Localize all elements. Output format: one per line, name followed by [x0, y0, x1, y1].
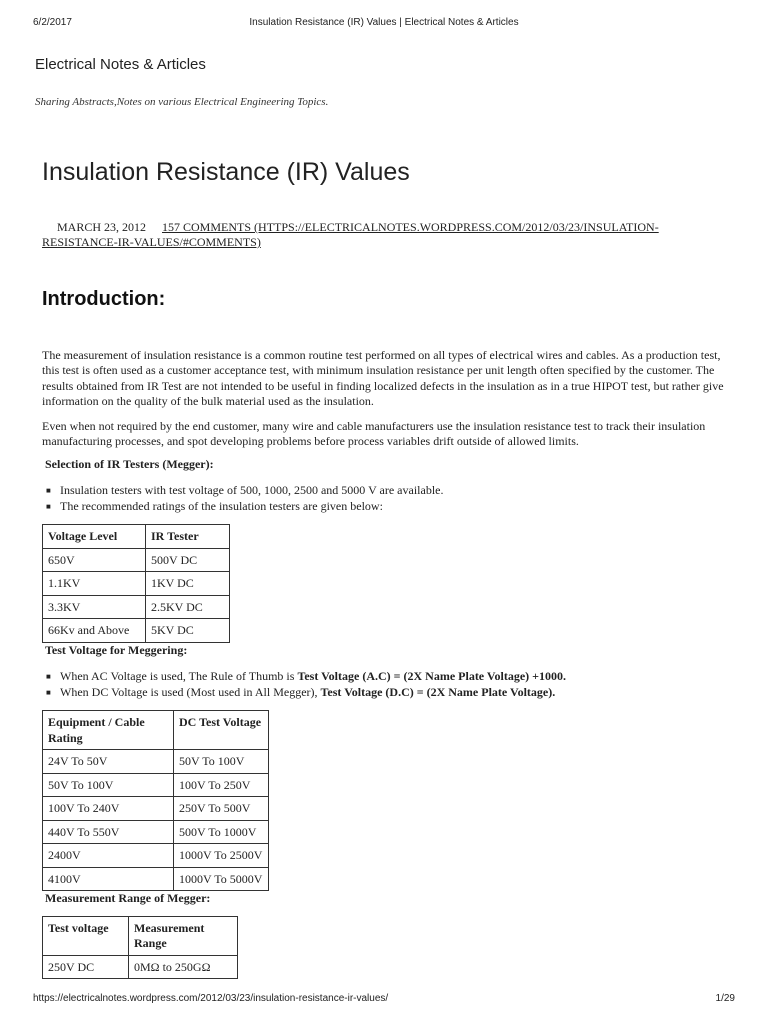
table-cell: 250V DC [43, 955, 129, 979]
table-cell: 1000V To 5000V [174, 867, 269, 891]
table-row [43, 797, 269, 821]
list-item: ■ Insulation testers with test voltage of 500, 1000, 2500 and 5000 V are available. [60, 483, 732, 499]
table-cell: 50V To 100V [43, 773, 174, 797]
table-row [43, 548, 230, 572]
table-row [43, 820, 269, 844]
table-cell: 1KV DC [146, 572, 230, 596]
section-heading-measurement-range: Measurement Range of Megger: [45, 891, 211, 905]
table-header-row [43, 525, 230, 549]
list-item-formula: Test Voltage (A.C) = (2X Name Plate Voltage) +1000. [297, 669, 566, 683]
table-cell: 3.3KV [43, 595, 146, 619]
table-header-row [43, 711, 269, 750]
table-cell: 2.5KV DC [146, 595, 230, 619]
list-item [60, 669, 732, 685]
table-cell: 100V To 250V [174, 773, 269, 797]
print-date: 6/2/2017 [33, 17, 72, 28]
site-description: Sharing Abstracts,Notes on various Electrical Engineering Topics. [35, 96, 329, 108]
ir-testers-list [42, 483, 732, 514]
table-header-cell: Voltage Level [43, 525, 146, 549]
list-item-formula: Test Voltage (D.C) = (2X Name Plate Voltage). [320, 684, 556, 699]
table-header-cell: Test voltage [43, 916, 129, 955]
intro-paragraph-2: Even when not required by the end customer, many wire and cable manufacturers use the insulation resistance test to track their insulation manufacturing processes, and spot developing problems before process variables drift outside of allowed limits. [42, 418, 706, 448]
table-header-cell: DC Test Voltage [174, 711, 269, 750]
table-cell: 5KV DC [146, 619, 230, 643]
comments-link[interactable]: 157 COMMENTS (HTTPS://ELECTRICALNOTES.WORDPRESS.COM/2012/03/23/INSULATION-RESISTANCE-IR-VALUES/#COMMENTS) [42, 220, 659, 249]
table-header-cell: Equipment / Cable Rating [43, 711, 174, 750]
print-url: https://electricalnotes.wordpress.com/2012/03/23/insulation-resistance-ir-values/ [33, 993, 389, 1004]
list-item-text: When DC Voltage is used (Most used in All Megger), [60, 684, 321, 699]
table-cell: 100V To 240V [43, 797, 174, 821]
page-number: 1/29 [715, 993, 735, 1004]
table-row [43, 750, 269, 774]
table-cell: 24V To 50V [43, 750, 174, 774]
list-item: ■ The recommended ratings of the insulation testers are given below: [60, 499, 732, 515]
post-title: Insulation Resistance (IR) Values [42, 158, 410, 186]
table-cell: 500V DC [146, 548, 230, 572]
measurement-range-table [42, 916, 238, 980]
table-row [43, 572, 230, 596]
table-row [43, 844, 269, 868]
list-item [60, 685, 732, 701]
test-voltage-list [42, 669, 732, 700]
table-header-cell: Measurement Range [129, 916, 238, 955]
table-row [43, 619, 230, 643]
table-header-row [43, 916, 238, 955]
table-cell: 2400V [43, 844, 174, 868]
ir-tester-table [42, 524, 230, 643]
table-cell: 50V To 100V [174, 750, 269, 774]
post-meta [42, 220, 692, 250]
table-cell: 0MΩ to 250GΩ [129, 955, 238, 979]
table-cell: 500V To 1000V [174, 820, 269, 844]
table-cell: 440V To 550V [43, 820, 174, 844]
intro-paragraph-1: The measurement of insulation resistance is a common routine test performed on all types of electrical wires and cables. As a production test, this test is often used as a customer acceptance test, with minimum insulation resistance per unit length often specified by the customer. The results obtained from IR Test are not intended to be useful in finding localized defects in the insulation as in a true HIPOT test, but rather give information on the quality of the bulk material used as the insulation. [42, 347, 724, 408]
table-header-cell: IR Tester [146, 525, 230, 549]
table-row [43, 595, 230, 619]
table-cell: 66Kv and Above [43, 619, 146, 643]
table-cell: 4100V [43, 867, 174, 891]
print-page-title: Insulation Resistance (IR) Values | Electrical Notes & Articles [249, 17, 519, 28]
list-item-text: When AC Voltage is used, The Rule of Thumb is [60, 669, 298, 683]
post-content [42, 288, 732, 979]
table-row [43, 955, 238, 979]
table-cell: 650V [43, 548, 146, 572]
table-row [43, 867, 269, 891]
section-heading-test-voltage: Test Voltage for Meggering: [45, 642, 188, 657]
table-cell: 1.1KV [43, 572, 146, 596]
section-heading-ir-testers: Selection of IR Testers (Megger): [45, 456, 214, 471]
dc-test-voltage-table [42, 710, 269, 891]
table-cell: 1000V To 2500V [174, 844, 269, 868]
table-cell: 250V To 500V [174, 797, 269, 821]
post-date: MARCH 23, 2012 [57, 220, 147, 234]
site-title[interactable]: Electrical Notes & Articles [35, 56, 206, 73]
intro-heading: Introduction: [42, 288, 166, 310]
table-row [43, 773, 269, 797]
